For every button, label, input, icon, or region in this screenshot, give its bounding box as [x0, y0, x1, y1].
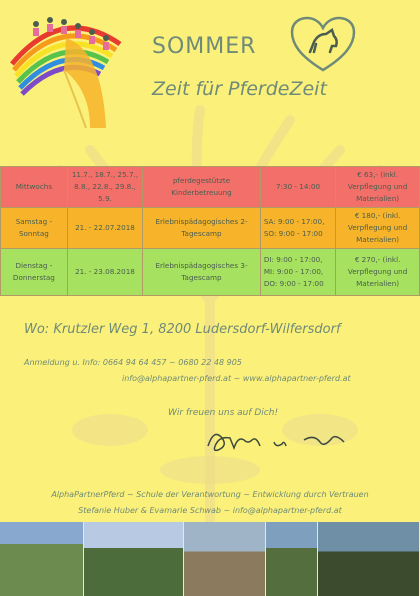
horse-heart-logo-icon [290, 16, 356, 72]
photo-horse-child [184, 522, 266, 596]
table-row [1, 167, 420, 208]
program-cell: Erlebnispädagogisches 2-Tagescamp [143, 208, 261, 249]
photo-pony [318, 522, 420, 596]
footer-contact: Stefanie Huber & Evamarie Schwab ~ info@alphapartner-pferd.at [78, 506, 342, 515]
greeting: Wir freuen uns auf Dich! [168, 408, 279, 418]
signature [204, 424, 354, 456]
day-cell: Mittwochs [1, 167, 68, 208]
contact-phone: Anmeldung u. Info: 0664 94 64 457 ~ 0680 22 48 905 [24, 358, 242, 367]
schedule-table [0, 166, 420, 296]
price-cell: € 180,- (inkl. Verpflegung und Materialien) [336, 208, 420, 249]
photo-group-walk [84, 522, 184, 596]
dates-cell: 21. - 22.07.2018 [67, 208, 142, 249]
times-cell: SA: 9:00 - 17:00, SO: 9:00 - 17:00 [260, 208, 335, 249]
times-cell: DI: 9:00 - 17:00, MI: 9:00 - 17:00, DO: 9:00 - 17:00 [260, 249, 335, 296]
day-cell: Samstag - Sonntag [1, 208, 68, 249]
program-cell: Erlebnispädagogisches 3-Tagescamp [143, 249, 261, 296]
dates-cell: 21. - 23.08.2018 [67, 249, 142, 296]
dates-cell: 11.7., 18.7., 25.7., 8.8., 22.8., 29.8., 5.9. [67, 167, 142, 208]
address: Wo: Krutzler Weg 1, 8200 Ludersdorf-Wilfersdorf [24, 322, 341, 337]
price-cell: € 270,- (inkl. Verpflegung und Materialien) [336, 249, 420, 296]
times-cell: 7:30 - 14:00 [260, 167, 335, 208]
table-row [1, 208, 420, 249]
title-line-1: SOMMER [152, 34, 257, 59]
contact-web[interactable]: info@alphapartner-pferd.at ~ www.alphapartner-pferd.at [122, 374, 351, 383]
rainbow-horse-icon [6, 10, 132, 128]
footer-tagline: AlphaPartnerPferd ~ Schule der Verantwortung ~ Entwicklung durch Vertrauen [51, 490, 369, 499]
program-cell: pferdegestützte Kinderbetreuung [143, 167, 261, 208]
photo-children-horse [0, 522, 84, 596]
photo-kids-stable [266, 522, 318, 596]
price-cell: € 63,- (inkl. Verpflegung und Materialien) [336, 167, 420, 208]
photo-strip [0, 522, 420, 596]
table-row [1, 249, 420, 296]
title-line-2: Zeit für PferdeZeit [152, 78, 327, 100]
day-cell: Dienstag - Donnerstag [1, 249, 68, 296]
